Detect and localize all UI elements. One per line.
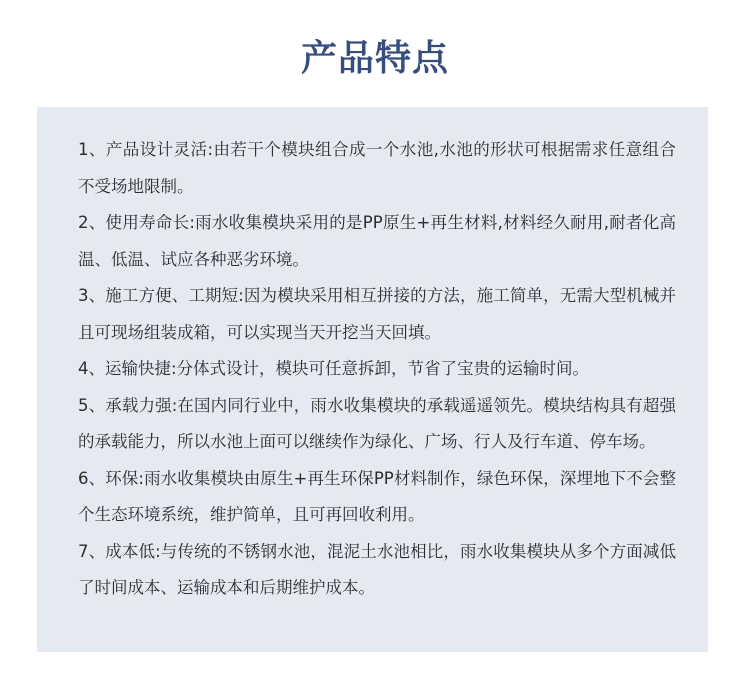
feature-item-low-cost: 7、成本低:与传统的不锈钢水池，混泥土水池相比，雨水收集模块从多个方面减低了时间成本、运输成本和后期维护成本。 xyxy=(78,541,676,597)
feature-item-flexible-design: 1、产品设计灵活:由若干个模块组合成一个水池,水池的形状可根据需求任意组合不受场地限制。 xyxy=(78,140,676,196)
feature-item-easy-construction: 3、施工方便、工期短:因为模块采用相互拼接的方法，施工简单，无需大型机械并且可现场组装成箱，可以实现当天开挖当天回填。 xyxy=(78,286,676,342)
feature-item-load-capacity: 5、承载力强:在国内同行业中，雨水收集模块的承载遥遥领先。模块结构具有超强的承载能力，所以水池上面可以继续作为绿化、广场、行人及行车道、停车场。 xyxy=(78,395,676,451)
features-panel xyxy=(37,107,708,652)
page-title: 产品特点 xyxy=(300,38,449,79)
features-list xyxy=(37,107,708,607)
feature-item-eco-friendly: 6、环保:雨水收集模块由原生+再生环保PP材料制作，绿色环保，深埋地下不会整个生态环境系统，维护简单，且可再回收利用。 xyxy=(78,468,676,524)
feature-item-long-life: 2、使用寿命长:雨水收集模块采用的是PP原生+再生材料,材料经久耐用,耐者化高温、低温、试应各种恶劣环境。 xyxy=(78,213,676,269)
feature-item-fast-transport: 4、运输快捷:分体式设计，模块可任意拆卸，节省了宝贵的运输时间。 xyxy=(78,359,590,378)
